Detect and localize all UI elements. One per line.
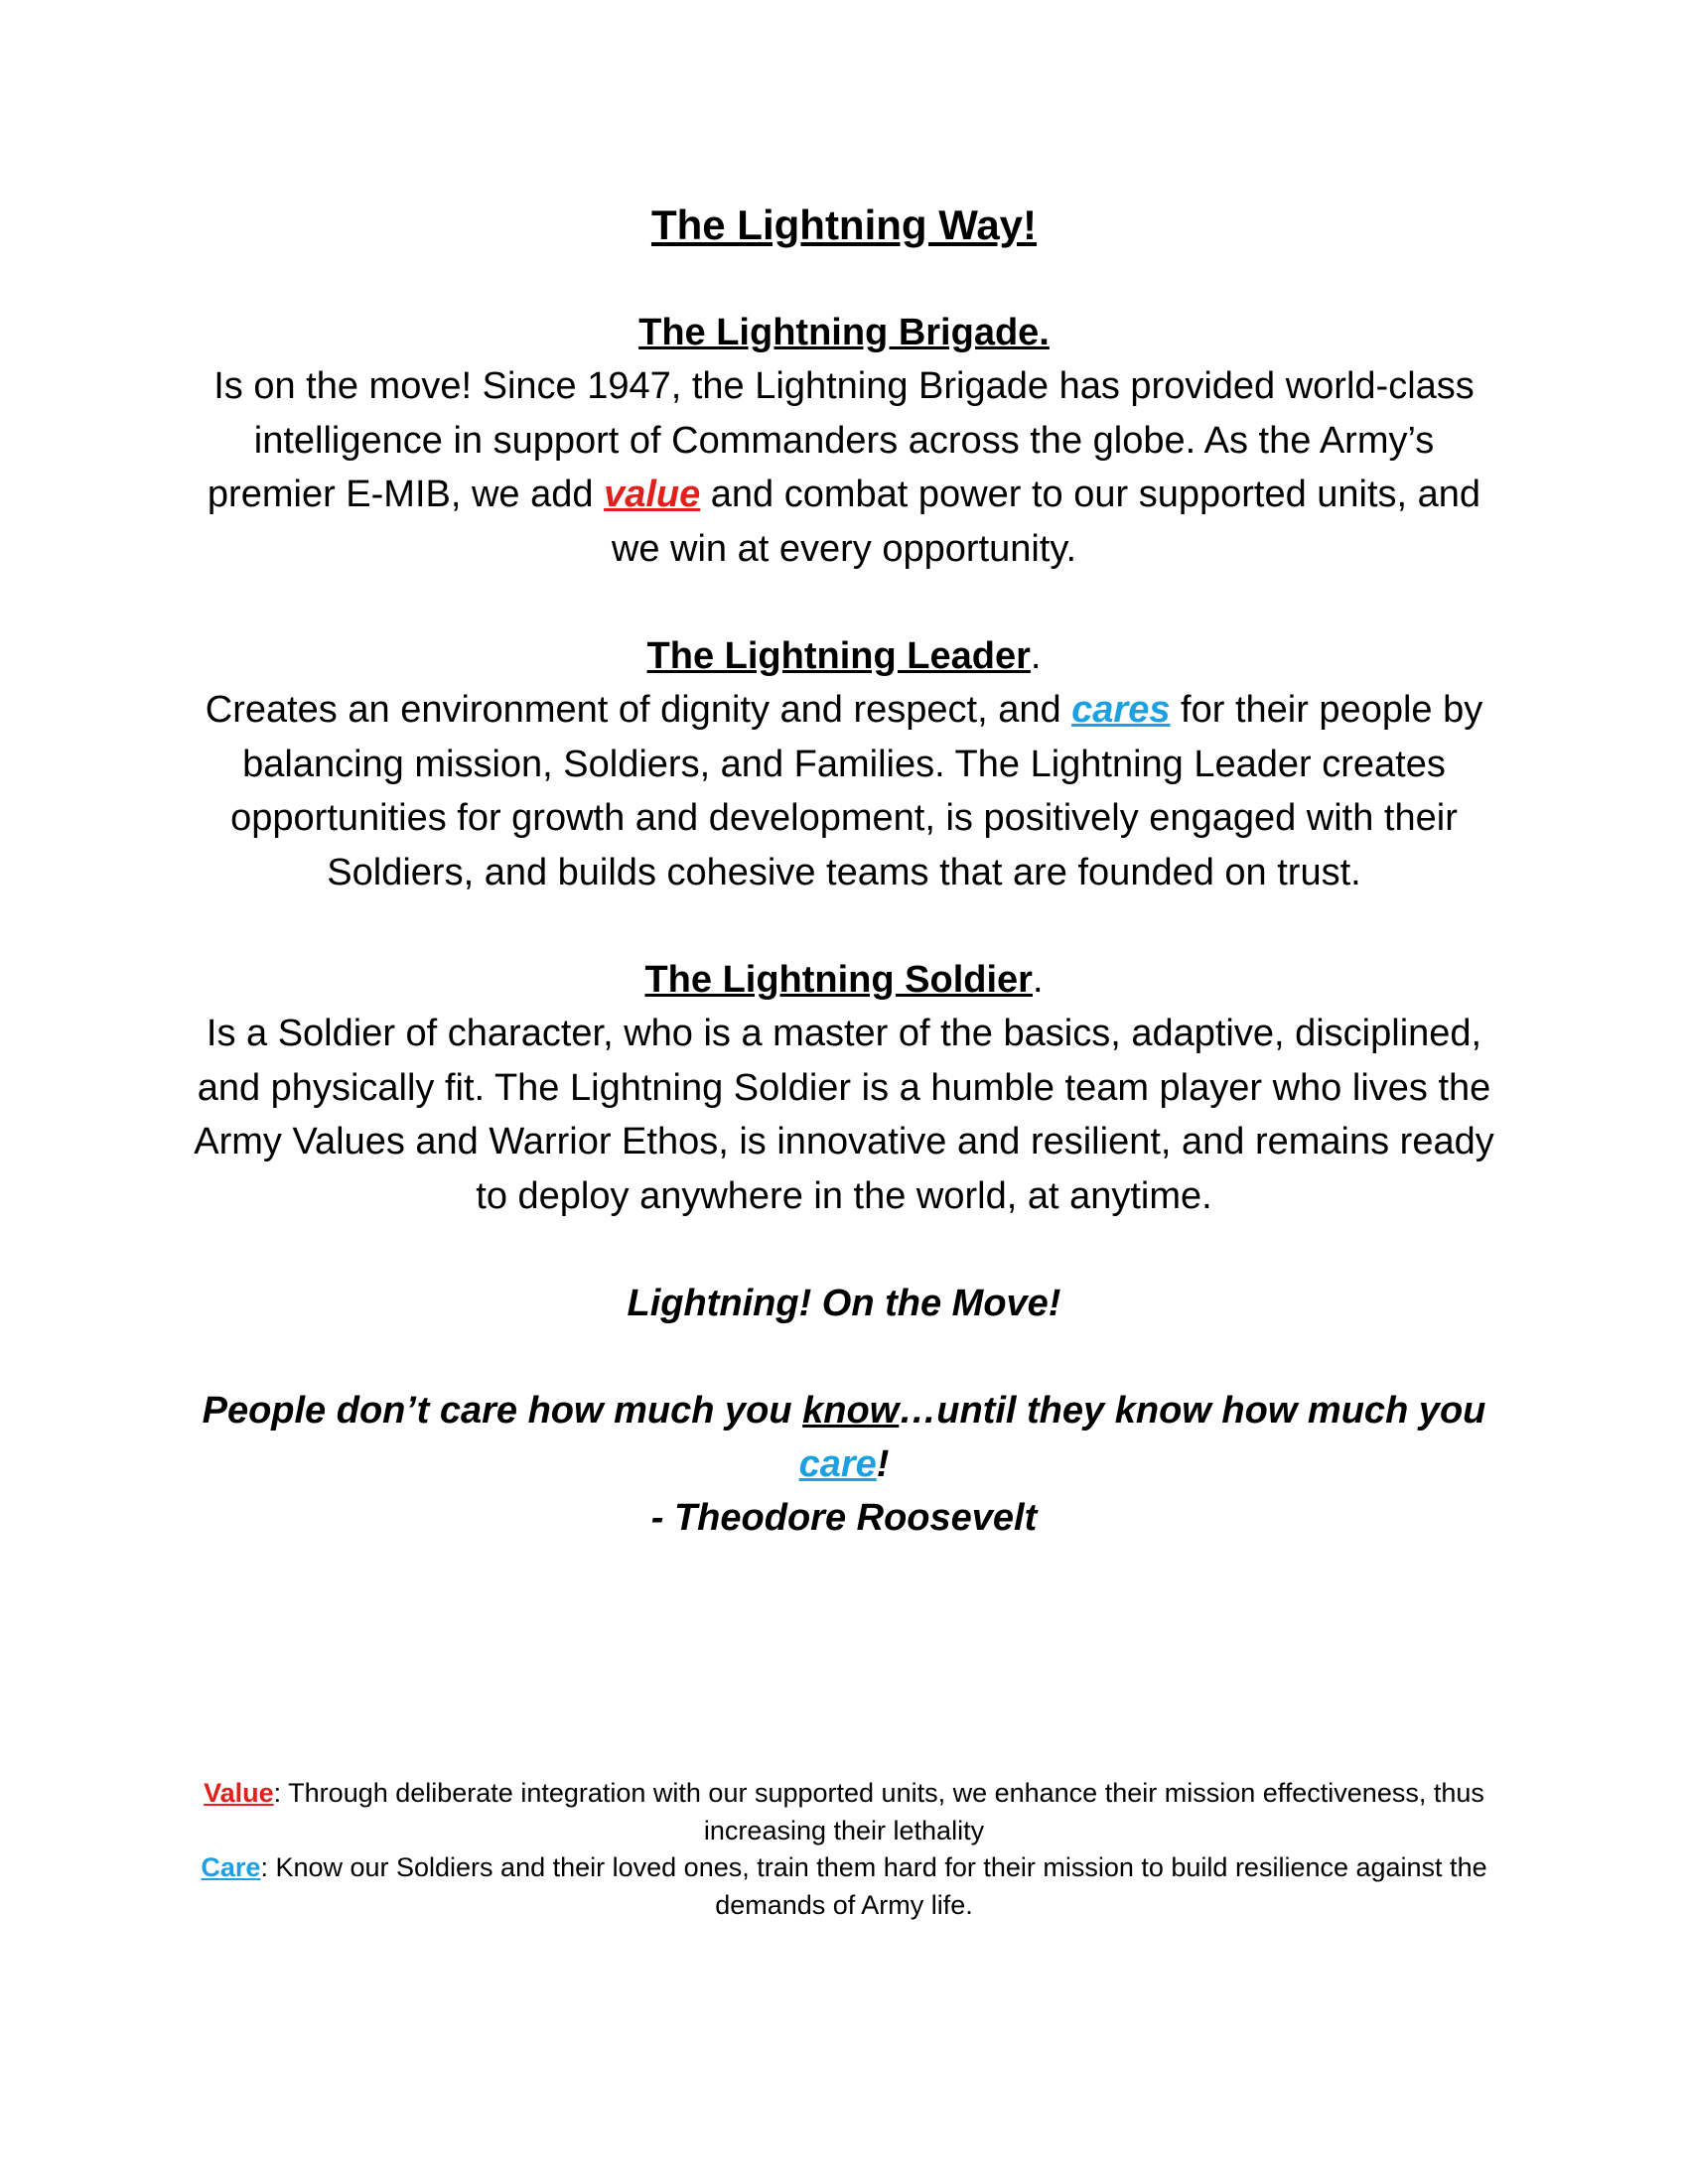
footnote-care-term: Care xyxy=(201,1852,261,1882)
brigade-text: Is on the move! Since 1947, the Lightning Brigade has provided world-class intelligence in support of Commanders across the globe. As the Army’s premier E-MIB, we add value and combat power to our supported units, and we win at every opportunity. xyxy=(207,365,1481,570)
brigade-heading: The Lightning Brigade. xyxy=(638,312,1050,353)
quote-text: People don’t care how much you know…until they know how much you care! xyxy=(202,1390,1486,1485)
quote-attribution: - Theodore Roosevelt xyxy=(650,1497,1038,1539)
soldier-section xyxy=(189,953,1499,1223)
brigade-section xyxy=(189,306,1499,576)
cares-highlight: cares xyxy=(1071,689,1171,731)
footnote-value-term: Value xyxy=(204,1778,274,1808)
motto-section xyxy=(189,1277,1499,1330)
document-title: The Lightning Way! xyxy=(650,202,1038,248)
motto: Lightning! On the Move! xyxy=(627,1283,1061,1324)
soldier-text: Is a Soldier of character, who is a master of the basics, adaptive, disciplined, and physically fit. The Lightning Soldier is a humble team player who lives the Army Values and Warrior Ethos, is innovative and resilient, and remains ready to deploy anywhere in the world, at anytime. xyxy=(194,1013,1494,1217)
footnote-value: Value: Through deliberate integration with our supported units, we enhance their mission effectiveness, thus increasing their lethality xyxy=(204,1778,1484,1845)
quote-section xyxy=(189,1384,1499,1545)
leader-section xyxy=(189,629,1499,899)
footnote-care: Care: Know our Soldiers and their loved ones, train them hard for their mission to build resilience against the demands of Army life. xyxy=(201,1852,1487,1920)
quote-know: know xyxy=(802,1390,900,1432)
leader-heading: The Lightning Leader. xyxy=(646,635,1042,677)
footnotes xyxy=(189,1775,1499,1924)
value-highlight: value xyxy=(604,474,701,515)
soldier-heading: The Lightning Soldier. xyxy=(644,959,1044,1001)
document-page xyxy=(189,199,1499,1545)
quote-care: care xyxy=(798,1443,877,1485)
leader-text: Creates an environment of dignity and respect, and cares for their people by balancing mission, Soldiers, and Families. The Lightning Leader creates opportunities for growth and development, is positively engaged with their Soldiers, and builds cohesive teams that are founded on trust. xyxy=(205,689,1483,893)
